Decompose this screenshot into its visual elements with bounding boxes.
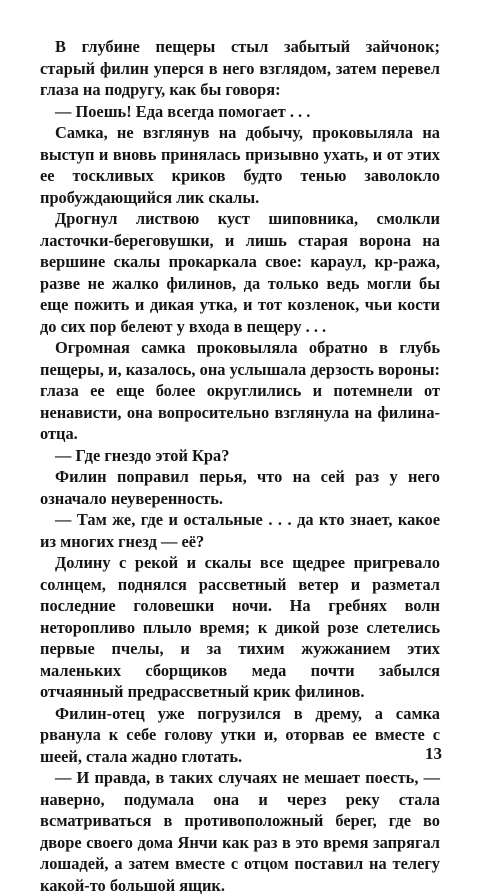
paragraph: — Там же, где и остальные . . . да кто знает, какое из многих гнезд — её? <box>40 510 440 551</box>
paragraph: Дрогнул листвою куст шиповника, смолкли ласточки-береговушки, и лишь старая ворона на вершине скалы прокаркала свое: карaул, кр-ража, разве не жалко филинов, да только ведь могли бы еще пожить и дикая утка, и тот козленок, чьи кости до сих пор белеют у входа в пещеру . . . <box>40 209 440 336</box>
paragraph: — Поешь! Еда всегда помогает . . . <box>55 101 311 121</box>
paragraph: — И правда, в таких случаях не мешает поесть, — наверно, подумала она и через реку стала всматриваться в противоположный берег, где во дворе своего дома Янчи как раз в это время запрягал лошадей, а затем вместе с отцом поставил на телегу какой-то большой ящик. <box>40 768 440 895</box>
paragraph: Долину с рекой и скалы все щедрее пригревало солнцем, поднялся рассветный ветер и разметал последние головешки ночи. На гребнях волн неторопливо плыло время; к дикой розе слетелись первые пчелы, и за тихим жужжанием этих маленьких сборщиков меда почти забылся отчаянный предрассветный крик филинов. <box>40 553 440 701</box>
paragraph: Филин поправил перья, что на сей раз у него означало неуверенность. <box>40 467 440 508</box>
paragraph: Огромная самка проковыляла обратно в глубь пещеры, и, казалось, она услышала дерзость вороны: глаза ее еще более округлились и потемнели от ненависти, она вопросительно взглянула на филина-отца. <box>40 338 440 443</box>
page-body <box>40 36 440 896</box>
paragraph: Самка, не взглянув на добычу, проковыляла на выступ и вновь принялась призывно ухать, и от этих ее тоскливых криков будто тенью заволокло пробуждающийся лик скалы. <box>40 123 440 207</box>
paragraph: — Где гнездо этой Кра? <box>55 445 230 465</box>
page-number: 13 <box>425 744 442 763</box>
paragraph: Филин-отец уже погрузился в дрему, а самка рванула к себе голову утки и, оторвав ее вместе с шеей, стала жадно глотать. <box>40 703 440 766</box>
paragraph: В глубине пещеры стыл забытый зайчонок; старый филин уперся в него взглядом, затем перевел глаза на подругу, как бы говоря: <box>40 37 440 99</box>
